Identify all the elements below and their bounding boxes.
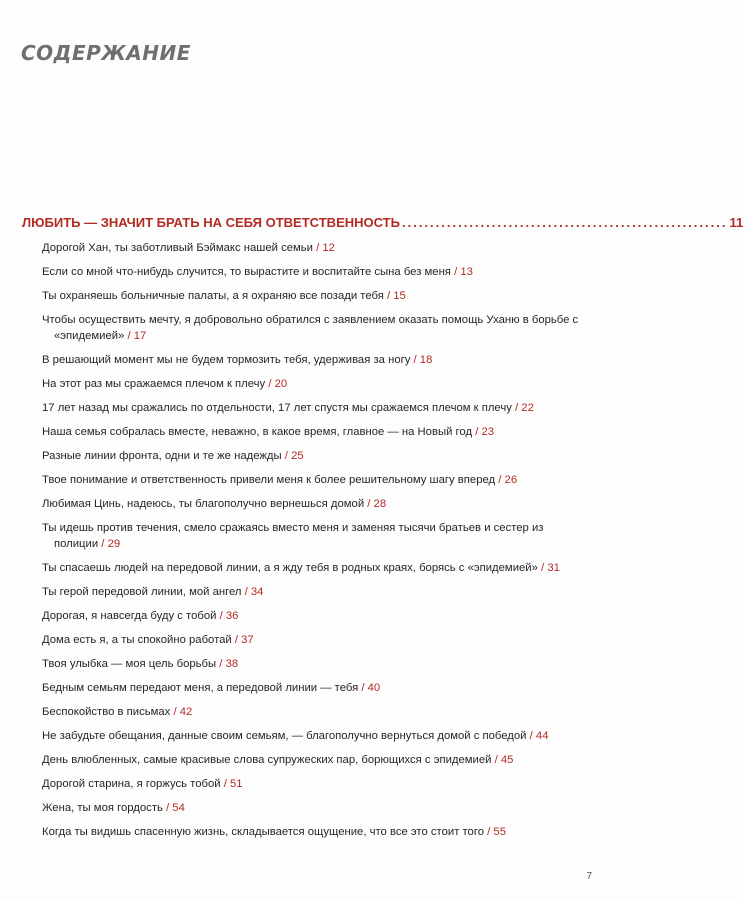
toc-entry-title: Ты идешь против течения, смело сражаясь вместо меня и заменяя тысячи братьев и сестер из полиции xyxy=(42,522,544,550)
toc-entry[interactable] xyxy=(42,472,582,488)
toc-entry[interactable] xyxy=(42,776,582,792)
toc-entry-page-number: 26 xyxy=(504,474,518,486)
toc-entry-page-number: 37 xyxy=(241,634,254,646)
toc-entry-page-number: 34 xyxy=(250,586,264,598)
toc-entry-page-number: 31 xyxy=(547,562,560,574)
toc-entry-page-number: 40 xyxy=(367,682,381,694)
toc-entry[interactable] xyxy=(42,448,582,464)
toc-entry[interactable] xyxy=(42,400,582,416)
toc-entry-separator: / xyxy=(494,754,498,766)
toc-entry[interactable] xyxy=(42,704,582,720)
toc-entry-page-number: 44 xyxy=(535,730,549,742)
toc-entry-separator: / xyxy=(234,634,238,646)
toc-entry[interactable] xyxy=(42,352,582,368)
toc-entry-page-number: 22 xyxy=(521,402,534,414)
toc-entry-title: Дома есть я, а ты спокойно работай xyxy=(42,634,232,646)
toc-entry-page-number: 25 xyxy=(291,450,304,462)
toc-entry-separator: / xyxy=(244,586,248,598)
toc-entry-separator: / xyxy=(541,562,545,574)
toc-entry-page-number: 17 xyxy=(133,330,147,342)
toc-entry-title: Разные линии фронта, одни и те же надежды xyxy=(42,450,282,462)
toc-entry-title: Твое понимание и ответственность привели меня к более решительному шагу вперед xyxy=(42,474,496,486)
section-heading[interactable] xyxy=(22,215,743,230)
toc-entry-page-number: 38 xyxy=(225,658,239,670)
toc-entry-separator: / xyxy=(386,290,391,302)
toc-entry-separator: / xyxy=(367,498,371,510)
toc-entry-title: На этот раз мы сражаемся плечом к плечу xyxy=(42,378,266,390)
toc-entry-page-number: 20 xyxy=(274,378,288,390)
toc-entry-separator: / xyxy=(475,426,479,438)
toc-entry-page-number: 42 xyxy=(179,706,193,718)
toc-entry-title: Не забудьте обещания, данные своим семьям, — благополучно вернуться домой с победой xyxy=(42,730,527,742)
toc-entry[interactable] xyxy=(42,288,582,304)
toc-entry[interactable] xyxy=(42,560,582,576)
toc-entry-title: Твоя улыбка — моя цель борьбы xyxy=(42,658,217,670)
toc-entry-title: 17 лет назад мы сражались по отдельности, 17 лет спустя мы сражаемся плечом к плечу xyxy=(42,402,512,414)
toc-entry[interactable] xyxy=(42,656,582,672)
toc-entry-page-number: 12 xyxy=(322,242,335,254)
toc-entry[interactable] xyxy=(42,520,582,552)
toc-entry-page-number: 13 xyxy=(460,266,473,278)
toc-entry-title: Наша семья собралась вместе, неважно, в какое время, главное — на Новый год xyxy=(42,426,473,438)
toc-entry[interactable] xyxy=(42,376,582,392)
toc-entry-page-number: 45 xyxy=(500,754,514,766)
toc-entry[interactable] xyxy=(42,608,582,624)
toc-entry-separator: / xyxy=(413,354,417,366)
toc-entry-list xyxy=(42,240,582,848)
section-page-number: 11 xyxy=(729,215,743,230)
toc-entry-title: Если со мной что-нибудь случится, то вырастите и воспитайте сына без меня xyxy=(42,266,451,278)
toc-entry-page-number: 54 xyxy=(172,802,185,814)
toc-entry-page-number: 28 xyxy=(373,498,387,510)
toc-entry-title: Дорогой Хан, ты заботливый Бэймакс нашей семьи xyxy=(42,242,313,254)
toc-entry[interactable] xyxy=(42,240,582,256)
section-title: ЛЮБИТЬ — ЗНАЧИТ БРАТЬ НА СЕБЯ ОТВЕТСТВЕННОСТЬ xyxy=(22,215,400,230)
toc-entry-separator: / xyxy=(316,242,320,254)
toc-entry-separator: / xyxy=(219,610,223,622)
toc-entry-separator: / xyxy=(101,538,105,550)
toc-entry-separator: / xyxy=(268,378,272,390)
dot-leader: .......................................................... xyxy=(401,215,728,230)
toc-entry[interactable] xyxy=(42,312,582,344)
toc-entry[interactable] xyxy=(42,680,582,696)
toc-entry-separator: / xyxy=(515,402,519,414)
toc-entry-title: Любимая Цинь, надеюсь, ты благополучно вернешься домой xyxy=(42,498,365,510)
toc-entry-page-number: 18 xyxy=(419,354,433,366)
toc-entry-page-number: 29 xyxy=(107,538,121,550)
toc-entry[interactable] xyxy=(42,752,582,768)
toc-entry-title: Когда ты видишь спасенную жизнь, складывается ощущение, что все это стоит того xyxy=(42,826,484,838)
toc-title: СОДЕРЖАНИЕ xyxy=(21,41,191,65)
toc-entry-separator: / xyxy=(127,330,131,342)
toc-entry-page-number: 15 xyxy=(393,290,406,302)
page-number: 7 xyxy=(586,871,592,882)
toc-entry-separator: / xyxy=(487,826,491,838)
toc-entry-separator: / xyxy=(223,778,227,790)
toc-entry-separator: / xyxy=(284,450,288,462)
toc-entry-title: Бедным семьям передают меня, а передовой линии — тебя xyxy=(42,682,359,694)
toc-entry-separator: / xyxy=(498,474,502,486)
toc-entry[interactable] xyxy=(42,584,582,600)
toc-entry-separator: / xyxy=(173,706,177,718)
toc-entry-title: Ты герой передовой линии, мой ангел xyxy=(42,586,242,598)
toc-entry-title: В решающий момент мы не будем тормозить тебя, удерживая за ногу xyxy=(42,354,411,366)
toc-entry[interactable] xyxy=(42,632,582,648)
toc-entry-title: Жена, ты моя гордость xyxy=(42,802,163,814)
toc-entry-title: Чтобы осуществить мечту, я добровольно обратился с заявлением оказать помощь Уханю в борьбе с «эпидемией» xyxy=(42,314,579,342)
toc-entry-separator: / xyxy=(219,658,223,670)
toc-entry-page-number: 51 xyxy=(230,778,243,790)
toc-entry[interactable] xyxy=(42,496,582,512)
toc-entry-page-number: 36 xyxy=(225,610,239,622)
toc-entry-page-number: 55 xyxy=(493,826,506,838)
toc-entry[interactable] xyxy=(42,824,582,840)
toc-entry-title: Дорогая, я навсегда буду с тобой xyxy=(42,610,217,622)
toc-entry-separator: / xyxy=(454,266,458,278)
toc-entry-title: Ты спасаешь людей на передовой линии, а я жду тебя в родных краях, борясь с «эпидемией» xyxy=(42,562,538,574)
toc-entry-separator: / xyxy=(529,730,533,742)
toc-entry[interactable] xyxy=(42,264,582,280)
toc-entry-title: Дорогой старина, я горжусь тобой xyxy=(42,778,221,790)
toc-entry-separator: / xyxy=(361,682,365,694)
toc-entry[interactable] xyxy=(42,800,582,816)
toc-entry-separator: / xyxy=(166,802,170,814)
toc-entry-title: День влюбленных, самые красивые слова супружеских пар, борющихся с эпидемией xyxy=(42,754,492,766)
toc-entry-title: Ты охраняешь больничные палаты, а я охраняю все позади тебя xyxy=(42,290,384,302)
toc-entry-page-number: 23 xyxy=(481,426,495,438)
toc-entry-title: Беспокойство в письмах xyxy=(42,706,171,718)
toc-entry[interactable] xyxy=(42,424,582,440)
toc-entry[interactable] xyxy=(42,728,582,744)
